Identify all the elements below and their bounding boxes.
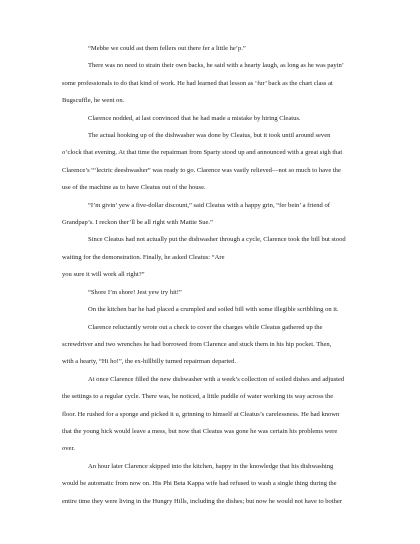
text-line: Bugscuffle, he went on. bbox=[62, 97, 125, 105]
text-line: some professionals to do that kind of work. He had learned that lesson as ‘fur’ back as the chart class at bbox=[62, 79, 333, 87]
text-line: floor. He rushed for a sponge and picked it u, grinning to himself at Cleatus’s carelessness. He had known bbox=[62, 410, 340, 418]
text-line: “Mebbe we could ast them fellers out there fer a little he’p.” bbox=[88, 45, 246, 52]
body-text bbox=[62, 40, 376, 510]
text-line: the settings to a regular cycle. There was, he noticed, a little puddle of water working its way across the bbox=[62, 393, 334, 401]
text-line: with a hearty, “Hi ho!”, the ex-hillbilly turned repairman departed. bbox=[62, 358, 237, 366]
text-line: Clarence reluctantly wrote out a check to cover the charges while Cleatus gathered up the bbox=[88, 323, 323, 331]
text-line: An hour later Clarence skipped into the kitchen, happy in the knowledge that his dishwashing bbox=[88, 462, 334, 470]
text-line: Clarence’s “‘lectric deeshwasher” was ready to go. Clarence was vastly relieved—not so much to have the bbox=[62, 166, 341, 174]
text-line: screwdriver and two wrenches he had borrowed from Clarence and stuck them in his hip pocket. Then, bbox=[62, 340, 332, 348]
text-line: There was no need to strain their own backs, he said with a hearty laugh, as long as he was payin’ bbox=[88, 62, 344, 70]
text-line: Grandpap’s. I reckon ther’ll be all right with Mattie Sue.” bbox=[62, 219, 213, 227]
text-line: The actual hooking up of the dishwasher was done by Cleatus, but it took until around seven bbox=[88, 132, 331, 140]
text-line: use of the machine as to have Cleatus out of the house. bbox=[62, 184, 206, 192]
text-line: would be automatic from now on. His Phi Beta Kappa wife had refused to wash a single thing during the bbox=[62, 480, 337, 488]
text-line: entire time they were living in the Hungry Hills, including the dishes; but now he would not have to bother bbox=[62, 497, 343, 505]
text-line: waiting for the demonstration. Finally, he asked Cleatus: “Are bbox=[62, 253, 225, 261]
text-line: “I’m givin’ yew a five-dollar discount,” said Cleatus with a happy grin, “fer bein’ a friend of bbox=[88, 201, 330, 209]
text-line: Clarence nodded, at last convinced that he had made a mistake by hiring Cleatus. bbox=[88, 114, 301, 122]
text-line: On the kitchen bar he had placed a crumpled and soiled bill with some illegible scribbling on it. bbox=[88, 306, 339, 314]
text-line: “Shore I’m shore! Jest yew try hit!” bbox=[88, 288, 182, 296]
text-line: that the young hick would leave a mess, but now that Cleatus was gone he was certain his problems were bbox=[62, 427, 338, 435]
text-line: Since Cleatus had not actually put the dishwasher through a cycle, Clarence took the bill but stood bbox=[88, 236, 346, 244]
text-line: you sure it will work all right?” bbox=[62, 271, 145, 279]
text-line: At once Clarence filled the new dishwasher with a week’s collection of soiled dishes and adjusted bbox=[88, 375, 345, 383]
text-line: o’clock that evening. At that time the repairman from Sparty stood up and announced with a great sigh that bbox=[62, 149, 343, 157]
text-line: over. bbox=[62, 445, 75, 453]
